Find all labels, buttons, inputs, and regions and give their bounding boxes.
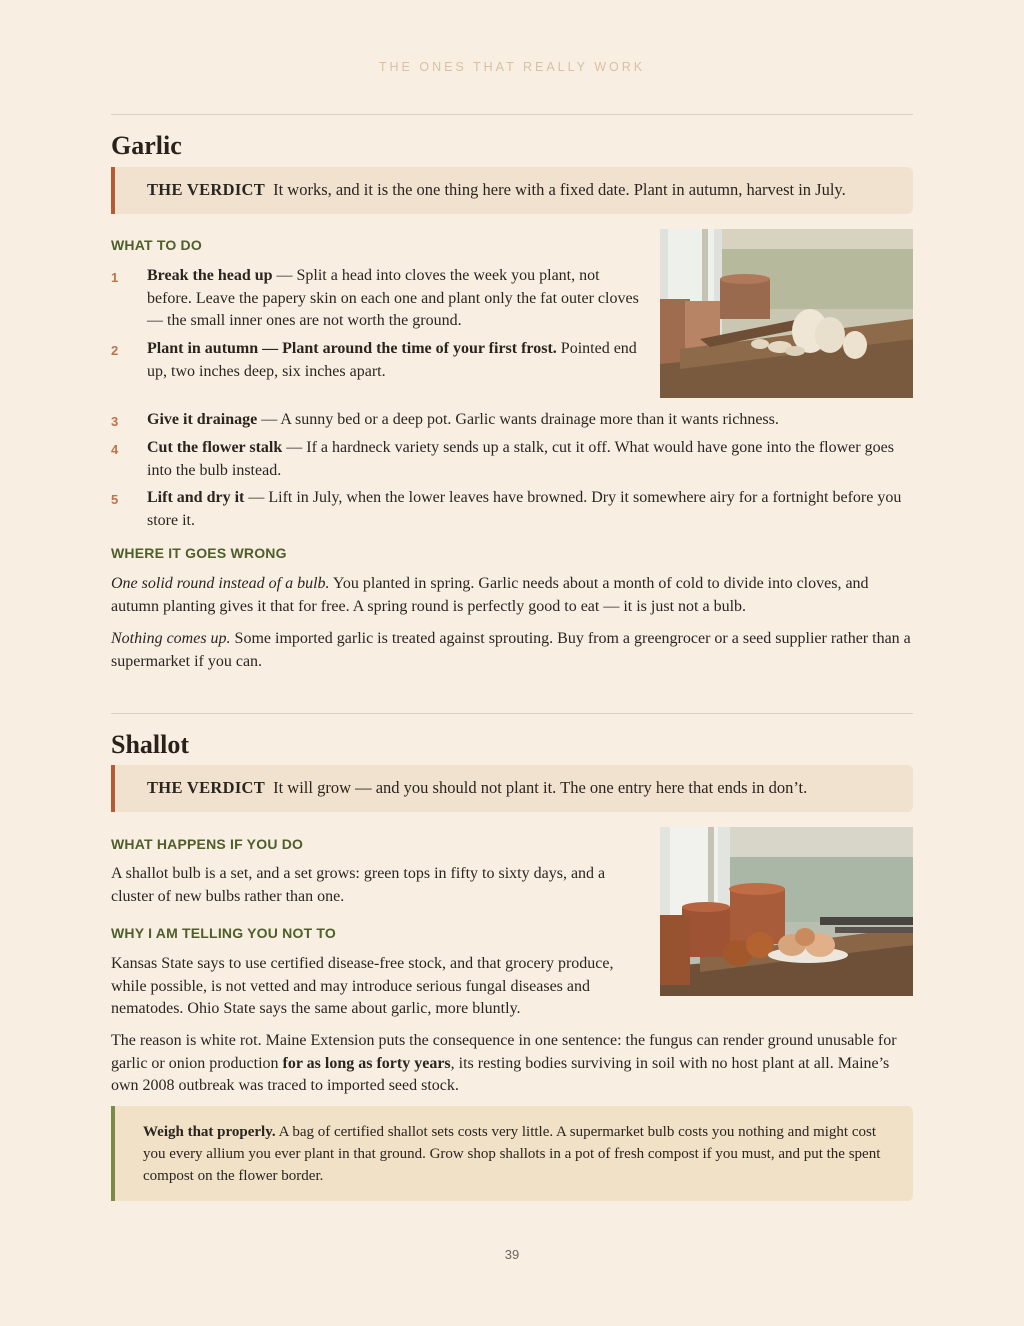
- step-number: 4: [111, 442, 119, 457]
- step-body: [147, 437, 913, 482]
- what-happens-heading: WHAT HAPPENS IF YOU DO: [111, 836, 304, 852]
- callout-box: [111, 1106, 913, 1201]
- step-item: [111, 265, 641, 333]
- step-item: [111, 437, 913, 482]
- step-text: — A sunny bed or a deep pot. Garlic wants drainage more than it wants richness.: [257, 411, 779, 428]
- step-separator: —: [258, 340, 283, 357]
- garlic-photo: [660, 229, 913, 398]
- step-body: [147, 409, 913, 432]
- verdict-text: It works, and it is the one thing here with a fixed date. Plant in autumn, harvest in July.: [273, 180, 846, 199]
- reason-text: The reason is white rot. Maine Extension puts the consequence in one sentence: the fungus can render ground unusable for garlic or onion production: [111, 1032, 897, 1072]
- step-text: Pointed end up, two inches deep, six inches apart.: [147, 340, 637, 380]
- problem-paragraph: [111, 628, 913, 673]
- step-body: [147, 265, 641, 333]
- verdict-text: It will grow — and you should not plant it. The one entry here that ends in don’t.: [273, 778, 808, 797]
- shallot-photo: [660, 827, 913, 996]
- step-text: — Split a head into cloves the week you plant, not before. Leave the papery skin on each one and plant only the fat outer cloves — the small inner ones are not worth the ground.: [147, 267, 639, 329]
- step-title: Plant in autumn: [147, 340, 259, 357]
- step-number: 5: [111, 492, 119, 507]
- what-happens-text: A shallot bulb is a set, and a set grows: green tops in fifty to sixty days, and a cluster of new bulbs rather than one.: [111, 865, 606, 905]
- callout-lead: Weigh that properly.: [143, 1124, 276, 1140]
- step-number: 3: [111, 414, 119, 429]
- step-number: 1: [111, 270, 119, 285]
- verdict-box-garlic: [111, 167, 913, 214]
- step-item: [111, 409, 913, 432]
- section-title-shallot: Shallot: [111, 730, 190, 759]
- section-title-garlic: Garlic: [111, 131, 182, 160]
- step-text: — Lift in July, when the lower leaves have browned. Dry it somewhere airy for a fortnight before you store it.: [147, 489, 902, 529]
- step-body: [147, 338, 641, 383]
- why-not-text: Kansas State says to use certified disease-free stock, and that grocery produce, while possible, is not vetted and may introduce serious fungal diseases and nematodes. Ohio State says the same about garlic, more bluntly.: [111, 955, 614, 1017]
- problem-text: Some imported garlic is treated against sprouting. Buy from a greengrocer or a seed supplier rather than a supermarket if you can.: [111, 630, 911, 670]
- verdict-box-shallot: [111, 765, 913, 812]
- page-number: 39: [504, 1247, 520, 1262]
- why-not-heading: WHY I AM TELLING YOU NOT TO: [111, 925, 336, 941]
- step-item: [111, 487, 913, 532]
- step-body: [147, 487, 913, 532]
- problem-lead: Nothing comes up.: [111, 630, 231, 647]
- where-it-goes-wrong-heading: WHERE IT GOES WRONG: [111, 545, 287, 561]
- verdict-label: THE VERDICT: [147, 778, 266, 797]
- step-title: Break the head up: [147, 267, 273, 284]
- step-text: — If a hardneck variety sends up a stalk, cut it off. What would have gone into the flower goes into the bulb instead.: [147, 439, 894, 479]
- step-title: Give it drainage: [147, 411, 258, 428]
- step-number: 2: [111, 343, 119, 358]
- what-to-do-heading: WHAT TO DO: [111, 237, 202, 253]
- step-item: [111, 338, 641, 383]
- divider: [111, 114, 913, 115]
- step-title: Cut the flower stalk: [147, 439, 283, 456]
- reason-emphasis: for as long as forty years: [282, 1054, 451, 1072]
- divider: [111, 713, 913, 714]
- step-title-secondary: Plant around the time of your first frost.: [282, 340, 557, 357]
- problem-text: You planted in spring. Garlic needs about a month of cold to divide into cloves, and autumn planting gives it that for free. A spring round is perfectly good to eat — it is just not a bulb.: [111, 575, 869, 615]
- problem-paragraph: [111, 573, 913, 618]
- running-head: THE ONES THAT REALLY WORK: [378, 60, 646, 74]
- verdict-label: THE VERDICT: [147, 180, 266, 199]
- reason-paragraph: [111, 1030, 913, 1098]
- problem-lead: One solid round instead of a bulb.: [111, 575, 330, 592]
- callout-text: A bag of certified shallot sets costs very little. A supermarket bulb costs you nothing and might cost you every allium you ever plant in that ground. Grow shop shallots in a pot of fresh compost if you must, and put the spent compost on the flower border.: [143, 1124, 881, 1184]
- reason-text-end: , its resting bodies surviving in soil with no host plant at all. Maine’s own 2008 outbreak was traced to imported seed stock.: [111, 1054, 890, 1094]
- step-title: Lift and dry it: [147, 489, 245, 506]
